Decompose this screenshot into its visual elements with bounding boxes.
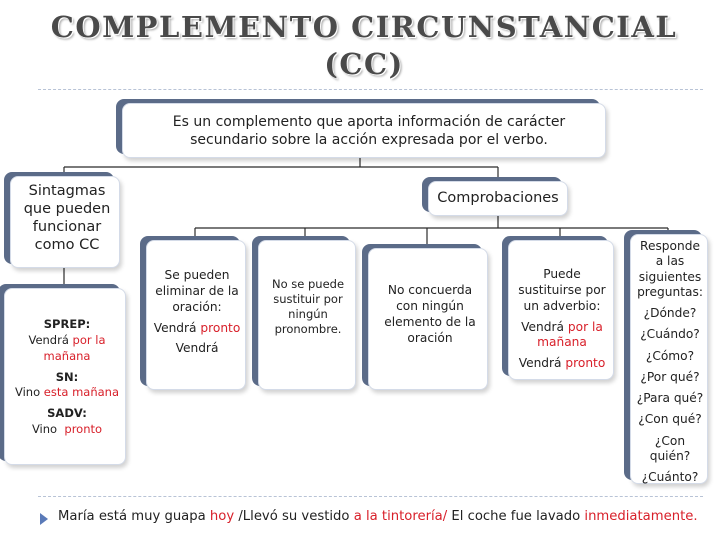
check-adverbio-example-2-prefix: Vendrá <box>518 356 562 371</box>
footer-divider <box>38 496 703 497</box>
check-preguntas-box <box>630 234 708 484</box>
question-item: ¿Por qué? <box>640 369 700 384</box>
footer-sentence-1: María está muy guapa <box>58 509 206 524</box>
question-item: ¿Cuánto? <box>641 470 699 484</box>
check-eliminar-example-2: Vendrá <box>175 341 219 356</box>
question-list <box>635 306 705 485</box>
sadv-example-highlight: pronto <box>64 422 103 437</box>
page-subtitle: (CC) <box>324 47 404 81</box>
check-eliminar-text: Se pueden eliminar de la oración: <box>155 268 239 314</box>
question-item: ¿Cuándo? <box>640 327 700 342</box>
question-item: ¿Con qué? <box>638 412 702 427</box>
examples-box <box>4 288 126 465</box>
check-concuerda-box <box>368 248 488 390</box>
check-adverbio-example-2-highlight: pronto <box>565 356 606 371</box>
sn-example-highlight: esta mañana <box>43 385 119 400</box>
check-eliminar-example-prefix: Vendrá <box>153 320 197 335</box>
bullet-arrow-icon <box>40 513 48 525</box>
check-adverbio-box <box>508 240 614 380</box>
comprobaciones-box <box>428 181 568 216</box>
check-adverbio-example-1-prefix: Vendrá <box>521 319 564 334</box>
check-eliminar-box <box>146 240 246 390</box>
sintagmas-label: Sintagmas que pueden funcionar como CC <box>23 183 111 254</box>
check-adverbio-text: Puede sustituirse por un adverbio: <box>518 267 606 313</box>
footer-highlight-3: inmediatamente. <box>584 509 698 524</box>
sn-label: SN: <box>55 369 79 384</box>
footer-sentence-3: El coche fue lavado <box>451 509 581 524</box>
question-item: ¿Con quién? <box>649 433 691 463</box>
question-item: ¿Dónde? <box>643 306 697 320</box>
sadv-label: SADV: <box>47 406 87 421</box>
question-item: ¿Para qué? <box>636 391 704 405</box>
sprep-example-prefix: Vendrá <box>28 332 69 347</box>
sadv-example-prefix: Vino <box>31 422 58 437</box>
definition-box <box>122 103 606 158</box>
page-title: COMPLEMENTO CIRCUNSTANCIAL <box>50 10 678 44</box>
definition-line-1: Es un complemento que aporta información de carácter <box>172 114 566 130</box>
sn-example-prefix: Vino <box>15 385 41 400</box>
example-sentences <box>58 509 698 524</box>
check-preguntas-intro: Responde a las siguientes preguntas: <box>637 239 703 299</box>
check-pronombre-text: No se puede sustituir por ningún pronombre. <box>271 277 345 336</box>
footer-sentence-2: /Llevó su vestido <box>238 509 350 524</box>
comprobaciones-label: Comprobaciones <box>437 190 559 206</box>
check-concuerda-text: No concuerda con ningún elemento de la oración <box>384 283 476 345</box>
definition-line-2: secundario sobre la acción expresada por el verbo. <box>190 132 548 149</box>
sprep-example-highlight: por la mañana <box>43 332 106 363</box>
sprep-label: SPREP: <box>43 317 91 331</box>
sintagmas-box <box>10 176 120 268</box>
footer-highlight-1: hoy <box>209 509 235 524</box>
check-adverbio-example-1-highlight: por la mañana <box>537 319 603 350</box>
check-eliminar-example-highlight: pronto <box>200 320 241 335</box>
footer-highlight-2: a la tintorería/ <box>353 509 448 524</box>
question-item: ¿Cómo? <box>645 348 695 363</box>
check-pronombre-box <box>258 240 356 390</box>
